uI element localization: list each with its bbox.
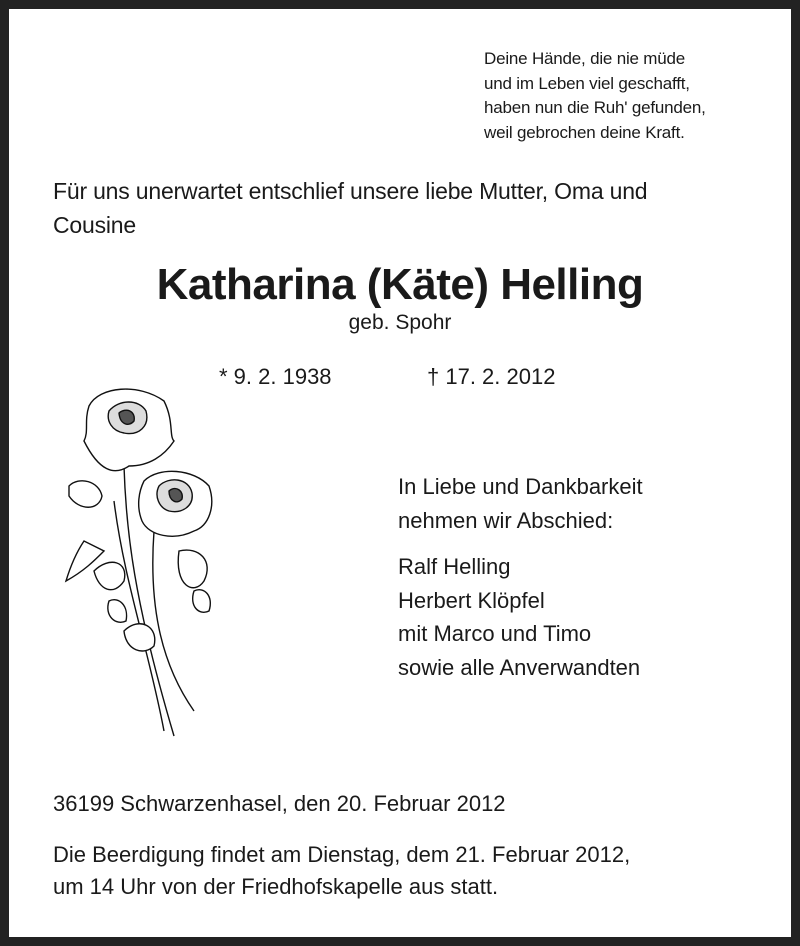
- birth-date: * 9. 2. 1938: [219, 364, 332, 389]
- intro-text: [53, 174, 647, 242]
- obituary-notice: [9, 9, 791, 937]
- funeral-line: um 14 Uhr von der Friedhofskapelle aus statt.: [53, 874, 499, 899]
- poem: [484, 47, 706, 145]
- place-and-date: 36199 Schwarzenhasel, den 20. Februar 2012: [53, 791, 506, 816]
- farewell-text: [398, 470, 643, 538]
- intro-line: Cousine: [53, 212, 136, 238]
- mourner: mit Marco und Timo: [398, 621, 592, 646]
- farewell-line: nehmen wir Abschied:: [398, 508, 614, 533]
- death-date: † 17. 2. 2012: [427, 364, 556, 389]
- rose-illustration: [54, 381, 224, 746]
- poem-line: haben nun die Ruh' gefunden,: [484, 98, 706, 117]
- mourner: Ralf Helling: [398, 554, 511, 579]
- poem-line: Deine Hände, die nie müde: [484, 49, 686, 68]
- mourner: Herbert Klöpfel: [398, 587, 545, 613]
- intro-line: Für uns unerwartet entschlief unsere liebe Mutter, Oma und: [53, 178, 648, 204]
- funeral-line: Die Beerdigung findet am Dienstag, dem 21. Februar 2012,: [53, 842, 631, 867]
- deceased-name: Katharina (Käte) Helling: [156, 260, 644, 309]
- mourner: sowie alle Anverwandten: [398, 654, 641, 680]
- poem-line: weil gebrochen deine Kraft.: [484, 122, 685, 142]
- maiden-name: geb. Spohr: [348, 311, 452, 334]
- farewell-line: In Liebe und Dankbarkeit: [398, 474, 643, 499]
- mourners-list: [398, 550, 640, 684]
- poem-line: und im Leben viel geschafft,: [484, 73, 690, 93]
- funeral-info: [53, 839, 630, 903]
